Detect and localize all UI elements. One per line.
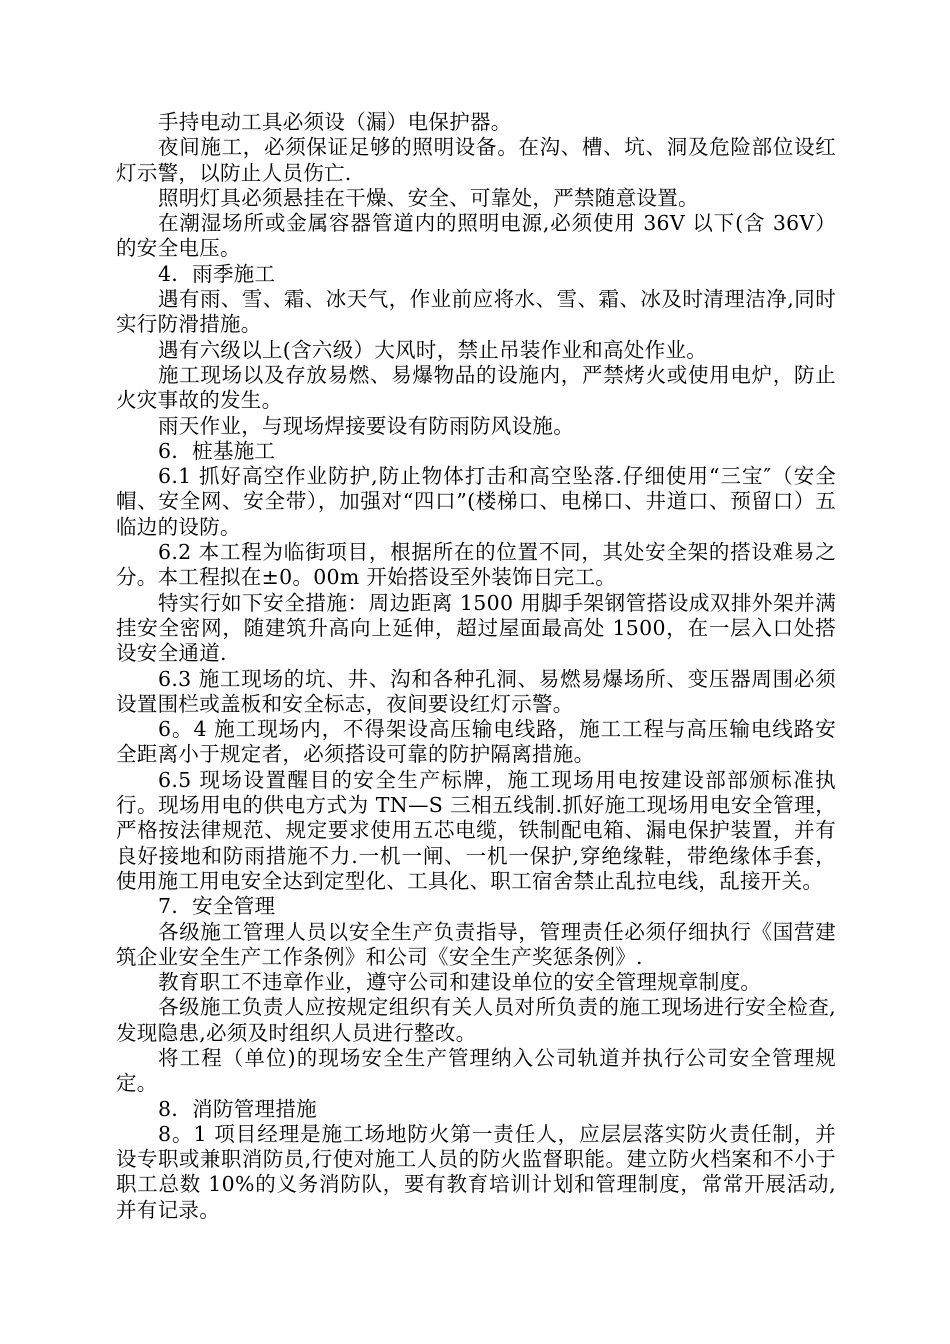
- paragraph-safety-inspection: 各级施工负责人应按规定组织有关人员对所负责的施工现场进行安全检查,发现隐患,必须及时组织人员进行整改。: [116, 995, 836, 1045]
- paragraph-rain-welding: 雨天作业，与现场焊接要设有防雨防风设施。: [158, 413, 574, 438]
- paragraph-6-1: 6.1 抓好高空作业防护,防止物体打击和高空坠落.仔细使用“三宝″（安全帽、安全网、安全带），加强对“四口”(楼梯口、电梯口、井道口、预留口）五临边的设防。: [116, 464, 836, 539]
- paragraph-lamp-mounting: 照明灯具必须悬挂在干燥、安全、可靠处，严禁随意设置。: [158, 185, 699, 210]
- paragraph-site-management: 将工程（单位)的现场安全生产管理纳入公司轨道并执行公司安全管理规定。: [116, 1045, 836, 1096]
- paragraph-safety-measures: 特实行如下安全措施：周边距离 1500 用脚手架钢管搭设成双排外架并满挂安全密网，随建筑升高向上延伸，超过屋面最高处 1500，在一层入口处搭设安全通道.: [116, 590, 836, 666]
- section-heading-safety-management: 7．安全管理: [158, 894, 276, 919]
- section-heading-fire-control: 8．消防管理措施: [158, 1096, 317, 1121]
- paragraph-6-3: 6.3 施工现场的坑、井、沟和各种孔洞、易燃易爆场所、变压器周围必须设置围栏或盖板和安全标志，夜间要设红灯示警。: [116, 666, 836, 716]
- paragraph-safe-voltage: 在潮湿场所或金属容器管道内的照明电源,必须使用 36V 以下(含 36V）的安全电压。: [116, 211, 836, 261]
- section-heading-pile-foundation: 6．桩基施工: [158, 438, 276, 463]
- paragraph-6-4: 6。4 施工现场内，不得架设高压输电线路，施工工程与高压输电线路安全距离小于规定者，必须搭设可靠的防护隔离措施。: [116, 717, 836, 767]
- paragraph-6-5: 6.5 现场设置醒目的安全生产标牌，施工现场用电按建设部部颁标准执行。现场用电的供电方式为 TN—S 三相五线制.抓好施工现场用电安全管理，严格按法律规范、规定要求使用五芯电缆，铁制配电箱、漏电保护装置，并有良好接地和防雨措施不力.一机一闸、一机一保护,穿绝缘鞋，带绝缘体手套，使用施工用电安全达到定型化、工具化、职工宿舍禁止乱拉电线，乱接开关。: [116, 767, 836, 893]
- paragraph-management-responsibility: 各级施工管理人员以安全生产负责指导，管理责任必须仔细执行《国营建筑企业安全生产工作条例》和公司《安全生产奖惩条例》.: [116, 919, 836, 969]
- paragraph-night-lighting: 夜间施工，必须保证足够的照明设备。在沟、槽、坑、洞及危险部位设红灯示警，以防止人员伤亡.: [116, 135, 836, 185]
- paragraph-8-1: 8。1 项目经理是施工场地防火第一责任人，应层层落实防火责任制，并设专职或兼职消防员,行使对施工人员的防火监督职能。建立防火档案和不小于职工总数 10%的义务消防队，要有教育培训计划和管理制度，常常开展活动,并有记录。: [116, 1121, 836, 1222]
- section-heading-rainy-season: 4．雨季施工: [158, 261, 276, 286]
- paragraph-power-tool-protector: 手持电动工具必须设（漏）电保护器。: [158, 110, 512, 134]
- paragraph-fire-ban: 施工现场以及存放易燃、易爆物品的设施内，严禁烤火或使用电炉，防止火灾事故的发生。: [116, 362, 836, 413]
- document-body: [116, 110, 836, 1223]
- paragraph-snow-ice-clearing: 遇有雨、雪、霜、冰天气，作业前应将水、雪、霜、冰及时清理洁净,同时实行防滑措施。: [116, 287, 836, 337]
- paragraph-6-2: 6.2 本工程为临街项目，根据所在的位置不同，其处安全架的搭设难易之分。本工程拟在±0。00m 开始搭设至外装饰日完工。: [116, 540, 836, 590]
- paragraph-worker-education: 教育职工不违章作业，遵守公司和建设单位的安全管理规章制度。: [158, 970, 762, 995]
- paragraph-strong-wind: 遇有六级以上(含六级）大风时，禁止吊装作业和高处作业。: [158, 337, 708, 362]
